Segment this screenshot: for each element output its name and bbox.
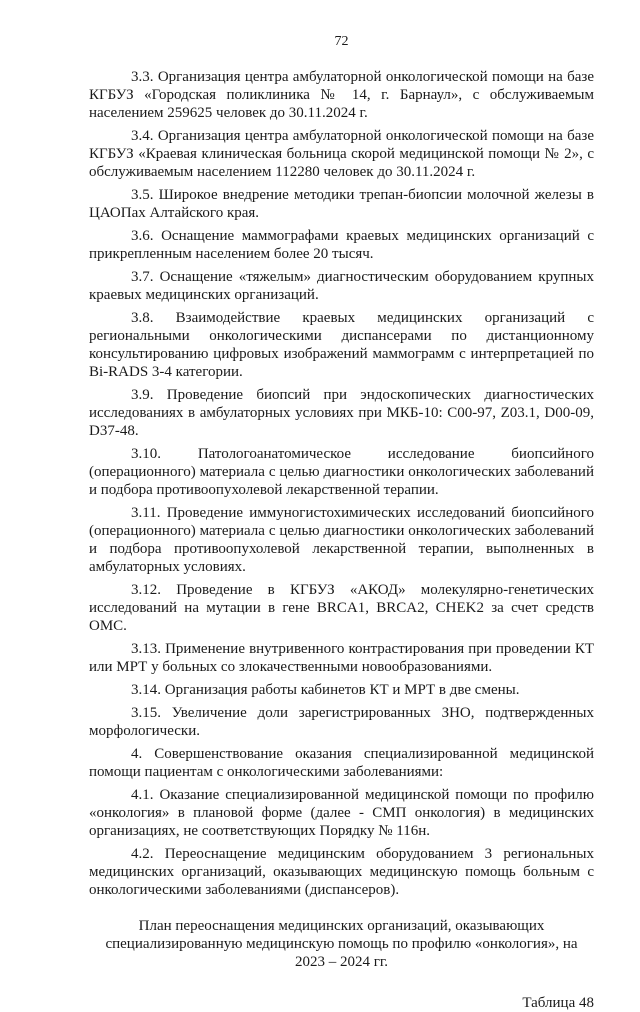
paragraph-4-1: 4.1. Оказание специализированной медицинской помощи по профилю «онкология» в плановой форме (далее - СМП онкология) в медицинских организациях, не соответствующих Порядку № 116н. (89, 787, 594, 839)
paragraph-3-8: 3.8. Взаимодействие краевых медицинских организаций с региональными онкологическими диспансерами по дистанционному консультированию цифровых изображений маммограмм с интерпретацией по Bi-RADS 3-4 категории. (89, 310, 594, 380)
paragraph-3-3: 3.3. Организация центра амбулаторной онкологической помощи на базе КГБУЗ «Городская поликлиника № 14, г. Барнаул», с обслуживаемым населением 259625 человек до 30.11.2024 г. (89, 69, 594, 121)
table-label: Таблица 48 (522, 995, 594, 1011)
paragraph-3-7: 3.7. Оснащение «тяжелым» диагностическим оборудованием крупных краевых медицинских организаций. (89, 269, 594, 303)
paragraph-3-15: 3.15. Увеличение доли зарегистрированных ЗНО, подтвержденных морфологически. (89, 705, 594, 739)
paragraph-4-2: 4.2. Переоснащение медицинским оборудованием 3 региональных медицинских организаций, оказывающих медицинскую помощь больным с онкологическими заболеваниями (диспансеров). (89, 846, 594, 898)
paragraph-3-6: 3.6. Оснащение маммографами краевых медицинских организаций с прикрепленным населением более 20 тысяч. (89, 228, 594, 262)
page-number: 72 (334, 34, 349, 49)
paragraph-3-11: 3.11. Проведение иммуногистохимических исследований биопсийного (операционного) материала с целью диагностики онкологических заболеваний и подбора противоопухолевой лекарственной терапии, выполненных в амбулаторных условиях. (89, 505, 594, 575)
paragraph-3-14: 3.14. Организация работы кабинетов КТ и МРТ в две смены. (131, 682, 520, 698)
paragraph-3-5: 3.5. Широкое внедрение методики трепан-биопсии молочной железы в ЦАОПах Алтайского края. (89, 187, 594, 221)
paragraph-3-9: 3.9. Проведение биопсий при эндоскопических диагностических исследованиях в амбулаторных условиях при МКБ-10: С00-97, Z03.1, D00-09, D37-48. (89, 387, 594, 439)
plan-title: План переоснащения медицинских организаций, оказывающих специализированную медицинскую помощь по профилю «онкология», на 2023 – 2024 гг. (105, 918, 578, 970)
paragraph-3-12: 3.12. Проведение в КГБУЗ «АКОД» молекулярно-генетических исследований на мутации в гене BRCA1, BRCA2, CHEK2 за счет средств ОМС. (89, 582, 594, 634)
paragraph-3-10: 3.10. Патологоанатомическое исследование биопсийного (операционного) материала с целью диагностики онкологических заболеваний и подбора противоопухолевой лекарственной терапии. (89, 446, 594, 498)
paragraph-3-4: 3.4. Организация центра амбулаторной онкологической помощи на базе КГБУЗ «Краевая клиническая больница скорой медицинской помощи № 2», с обслуживаемым населением 112280 человек до 30.11.2024 г. (89, 128, 594, 180)
paragraph-4: 4. Совершенствование оказания специализированной медицинской помощи пациентам с онкологическими заболеваниями: (89, 746, 594, 780)
paragraph-3-13: 3.13. Применение внутривенного контрастирования при проведении КТ или МРТ у больных со злокачественными новообразованиями. (89, 641, 594, 675)
